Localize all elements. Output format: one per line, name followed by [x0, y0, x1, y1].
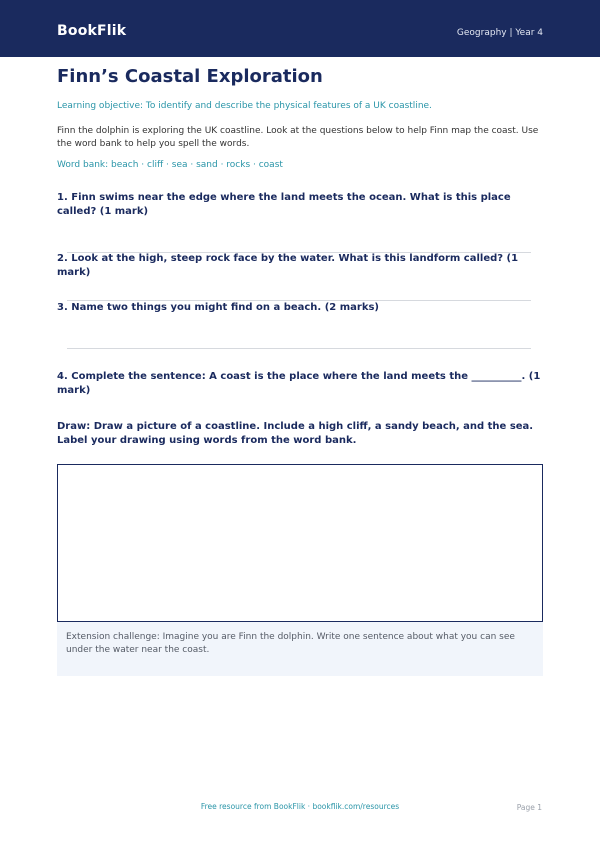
drawing-area[interactable] [57, 464, 543, 622]
extension-box [57, 622, 543, 676]
question-4: 4. Complete the sentence: A coast is the place where the land meets the __________. (1 mark) [57, 371, 541, 396]
word-bank: Word bank: beach · cliff · sea · sand · rocks · coast [57, 160, 283, 170]
page-header [0, 0, 600, 57]
answer-line-3[interactable] [67, 348, 531, 349]
question-1: 1. Finn swims near the edge where the land meets the ocean. What is this place called? (1 mark) [57, 192, 511, 217]
extension-text: Extension challenge: Imagine you are Finn the dolphin. Write one sentence about what you can see under the water near the coast. [66, 632, 515, 655]
footer-link[interactable]: Free resource from BookFlik · bookflik.com/resources [200, 802, 400, 811]
learning-objective: Learning objective: To identify and describe the physical features of a UK coastline. [57, 101, 432, 111]
worksheet-title: Finn’s Coastal Exploration [57, 66, 323, 87]
subject-year-label: Geography | Year 4 [456, 28, 543, 38]
intro-text: Finn the dolphin is exploring the UK coastline. Look at the questions below to help Finn map the coast. Use the word bank to help you spell the words. [57, 126, 539, 149]
question-2: 2. Look at the high, steep rock face by the water. What is this landform called? (1 mark) [57, 253, 519, 278]
question-3: 3. Name two things you might find on a beach. (2 marks) [57, 302, 379, 313]
draw-task: Draw: Draw a picture of a coastline. Include a high cliff, a sandy beach, and the sea. Label your drawing using words from the word bank. [57, 421, 534, 446]
page-number: Page 1 [516, 803, 542, 812]
brand-logo-text: BookFlik [57, 23, 127, 39]
